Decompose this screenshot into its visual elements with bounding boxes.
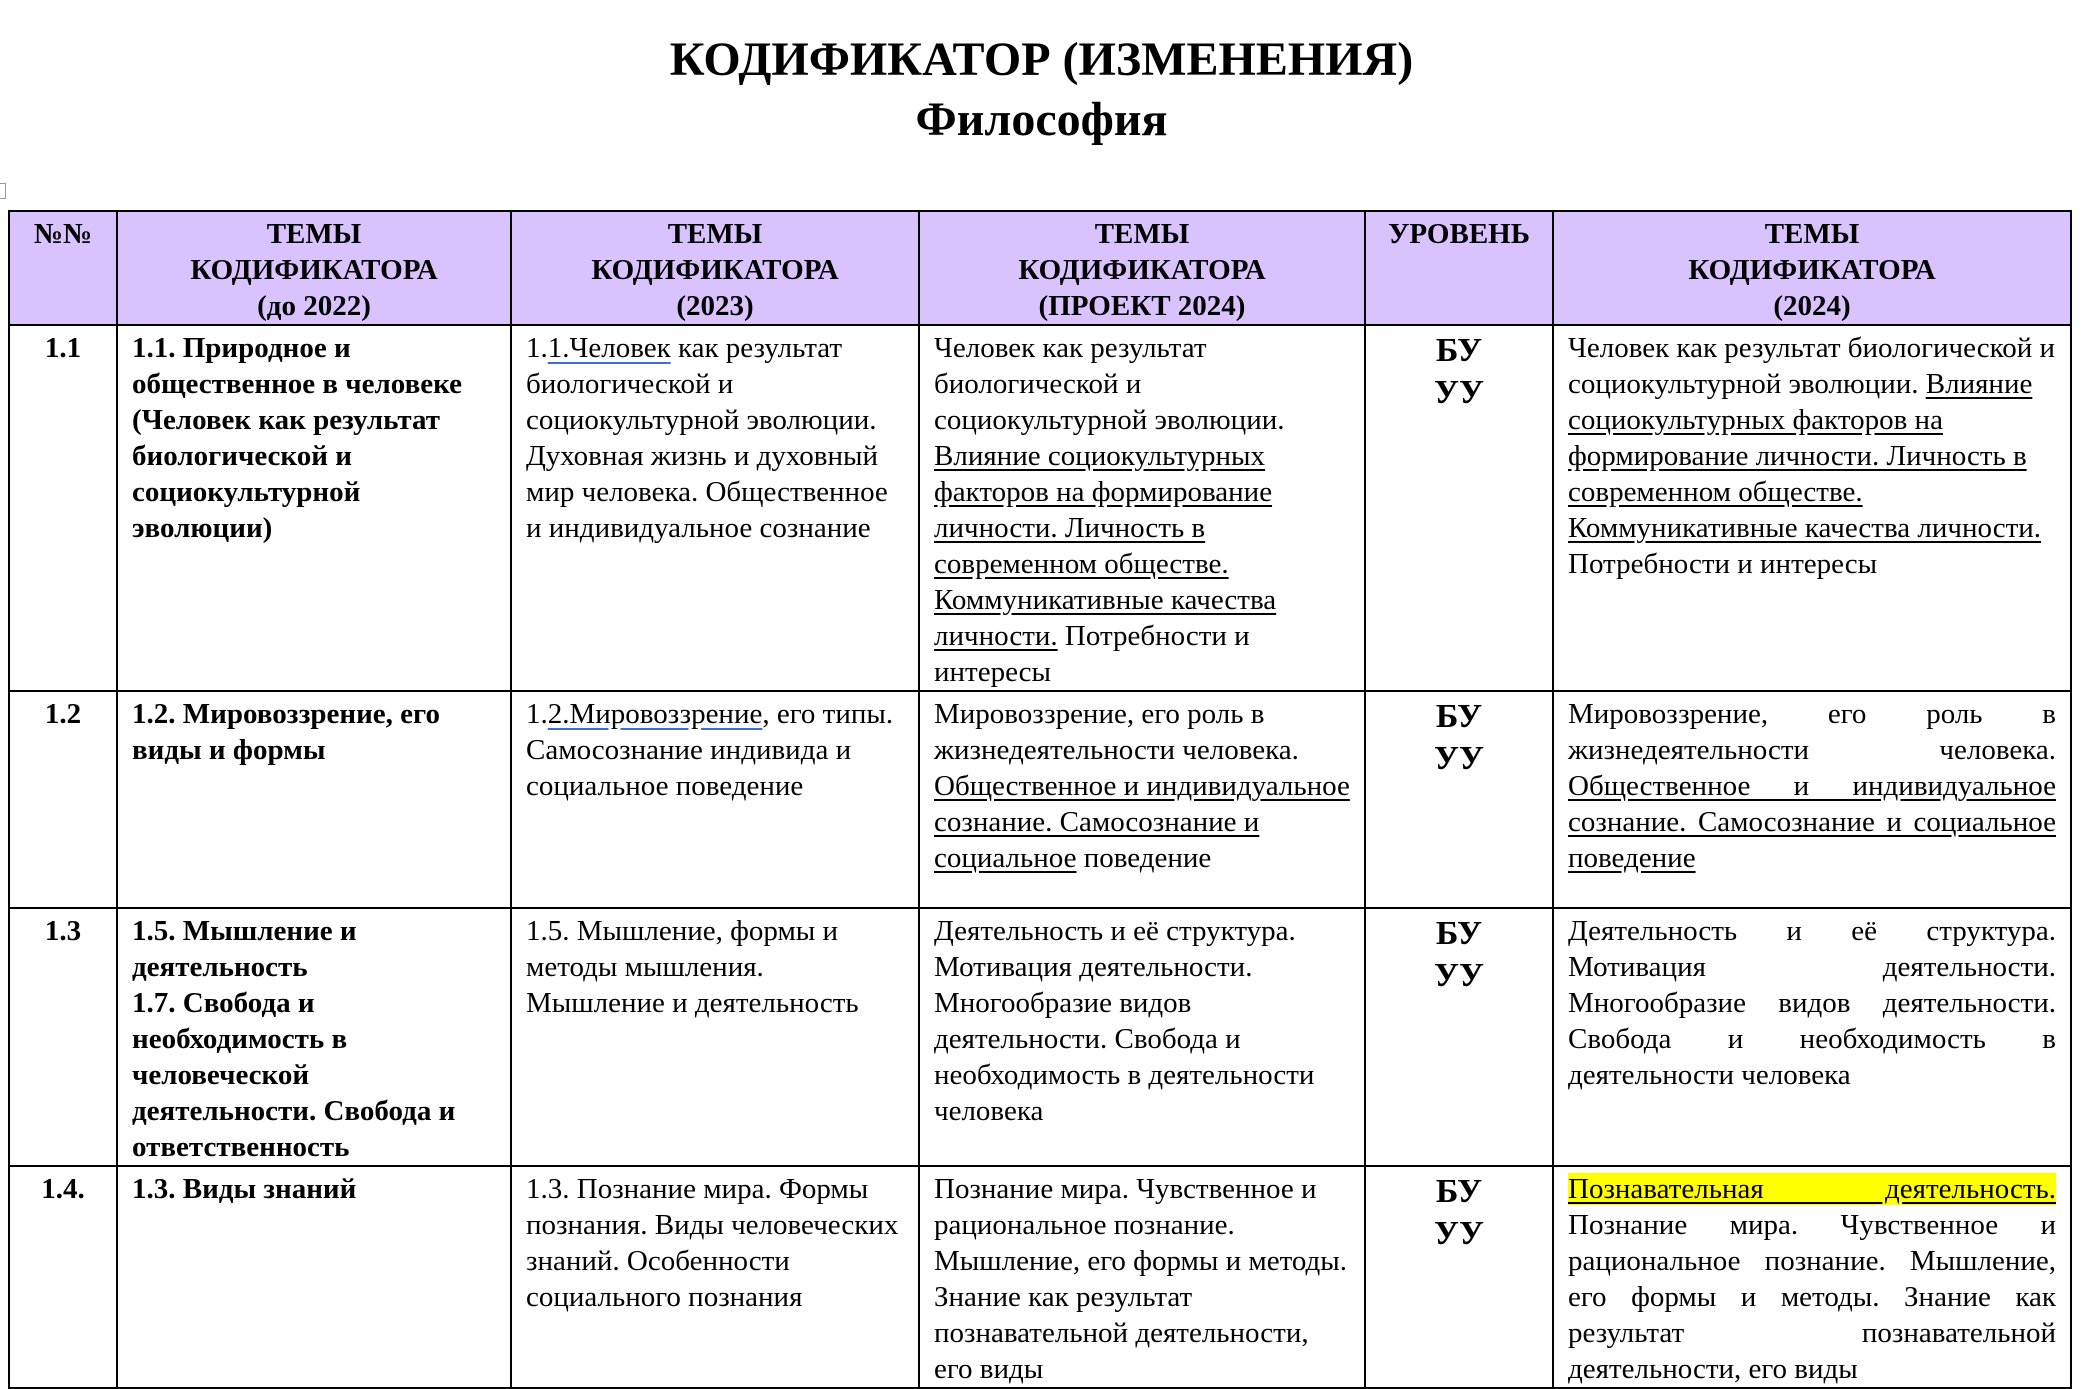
cell-topics-2023: 1.1.Человек как результат биологической и социокультурной эволюции. Духовная жизнь и духовный мир человека. Общественное и индивидуальное сознание	[511, 325, 919, 691]
header-topics-before-2022: ТЕМЫ КОДИФИКАТОРА (до 2022)	[117, 211, 511, 325]
cell-topics-2024: Человек как результат биологической и социокультурной эволюции. Влияние социокультурных факторов на формирование личности. Личность в современном обществе. Коммуникативные качества личности. Потребности и интересы	[1553, 325, 2071, 691]
cell-topics-2024: Познавательная деятельность. Познание мира. Чувственное и рациональное познание. Мышление, его формы и методы. Знание как результат познавательной деятельности, его виды	[1553, 1166, 2071, 1388]
table-row	[9, 325, 2071, 691]
table-anchor-icon[interactable]	[0, 183, 6, 199]
header-num: №№	[9, 211, 117, 325]
table-row	[9, 691, 2071, 908]
cell-level: БУ УУ	[1365, 691, 1553, 908]
cell-num: 1.3	[9, 908, 117, 1166]
cell-topics-draft-2024: Познание мира. Чувственное и рациональное познание. Мышление, его формы и методы. Знание как результат познавательной деятельности, его виды	[919, 1166, 1365, 1388]
page-title: КОДИФИКАТОР (ИЗМЕНЕНИЯ)	[669, 33, 1414, 86]
cell-num: 1.2	[9, 691, 117, 908]
table-header-row	[9, 211, 2071, 325]
cell-topics-2023: 1.3. Познание мира. Формы познания. Виды человеческих знаний. Особенности социального познания	[511, 1166, 919, 1388]
cell-num: 1.1	[9, 325, 117, 691]
cell-level: БУ УУ	[1365, 1166, 1553, 1388]
cell-level: БУ УУ	[1365, 325, 1553, 691]
cell-topics-2024: Мировоззрение, его роль в жизнедеятельности человека. Общественное и индивидуальное сознание. Самосознание и социальное поведение	[1553, 691, 2071, 908]
cell-topics-before-2022: 1.2. Мировоззрение, его виды и формы	[117, 691, 511, 908]
cell-topics-before-2022: 1.5. Мышление и деятельность 1.7. Свобода и необходимость в человеческой деятельности. Свобода и ответственность	[117, 908, 511, 1166]
cell-topics-draft-2024: Деятельность и её структура. Мотивация деятельности. Многообразие видов деятельности. Свобода и необходимость в деятельности человека	[919, 908, 1365, 1166]
table-row	[9, 1166, 2071, 1388]
codifier-table	[8, 210, 2072, 1389]
header-topics-2023: ТЕМЫ КОДИФИКАТОРА (2023)	[511, 211, 919, 325]
header-topics-draft-2024: ТЕМЫ КОДИФИКАТОРА (ПРОЕКТ 2024)	[919, 211, 1365, 325]
header-topics-2024: ТЕМЫ КОДИФИКАТОРА (2024)	[1553, 211, 2071, 325]
table-row	[9, 908, 2071, 1166]
header-level: УРОВЕНЬ	[1365, 211, 1553, 325]
cell-level: БУ УУ	[1365, 908, 1553, 1166]
cell-topics-before-2022: 1.3. Виды знаний	[117, 1166, 511, 1388]
cell-topics-draft-2024: Человек как результат биологической и социокультурной эволюции. Влияние социокультурных факторов на формирование личности. Личность в современном обществе. Коммуникативные качества личности. Потребности и интересы	[919, 325, 1365, 691]
cell-topics-2023: 1.5. Мышление, формы и методы мышления. Мышление и деятельность	[511, 908, 919, 1166]
cell-topics-2023: 1.2.Мировоззрение, его типы. Самосознание индивида и социальное поведение	[511, 691, 919, 908]
cell-topics-before-2022: 1.1. Природное и общественное в человеке (Человек как результат биологической и социокультурной эволюции)	[117, 325, 511, 691]
cell-topics-draft-2024: Мировоззрение, его роль в жизнедеятельности человека. Общественное и индивидуальное сознание. Самосознание и социальное поведение	[919, 691, 1365, 908]
page-subtitle: Философия	[915, 93, 1168, 146]
cell-topics-2024: Деятельность и её структура. Мотивация деятельности. Многообразие видов деятельности. Свобода и необходимость в деятельности человека	[1553, 908, 2071, 1166]
cell-num: 1.4.	[9, 1166, 117, 1388]
